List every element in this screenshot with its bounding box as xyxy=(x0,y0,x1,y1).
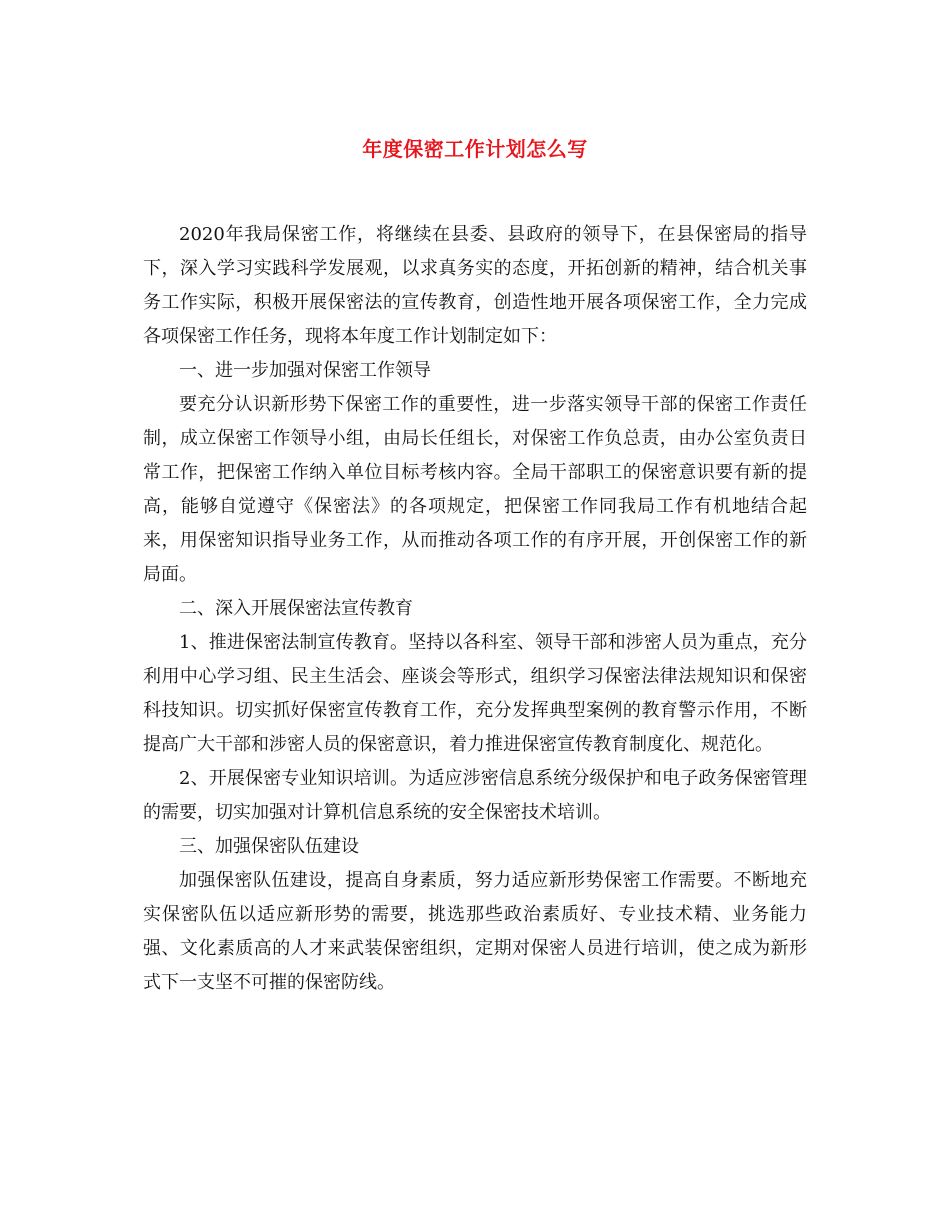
section-heading-3: 三、加强保密队伍建设 xyxy=(179,836,359,857)
paragraph-section-2-item-1: 1、推进保密法制宣传教育。坚持以各科室、领导干部和涉密人员为重点，充分利用中心学习组、民主生活会、座谈会等形式，组织学习保密法律法规知识和保密科技知识。切实抓好保密宣传教育工作，充分发挥典型案例的教育警示作用，不断提高广大干部和涉密人员的保密意识，着力推进保密宣传教育制度化、规范化。 xyxy=(143,632,807,755)
section-heading-1: 一、进一步加强对保密工作领导 xyxy=(179,360,431,381)
paragraph-intro: 2020年我局保密工作，将继续在县委、县政府的领导下，在县保密局的指导下，深入学习实践科学发展观，以求真务实的态度，开拓创新的精神，结合机关事务工作实际，积极开展保密法的宣传教育，创造性地开展各项保密工作，全力完成各项保密工作任务，现将本年度工作计划制定如下： xyxy=(143,224,807,347)
paragraph-section-1: 要充分认识新形势下保密工作的重要性，进一步落实领导干部的保密工作责任制，成立保密工作领导小组，由局长任组长，对保密工作负总责，由办公室负责日常工作，把保密工作纳入单位目标考核内容。全局干部职工的保密意识要有新的提高，能够自觉遵守《保密法》的各项规定，把保密工作同我局工作有机地结合起来，用保密知识指导业务工作，从而推动各项工作的有序开展，开创保密工作的新局面。 xyxy=(143,394,807,585)
section-heading-2: 二、深入开展保密法宣传教育 xyxy=(179,598,413,619)
document-title: 年度保密工作计划怎么写 xyxy=(362,137,588,161)
paragraph-section-2-item-2: 2、开展保密专业知识培训。为适应涉密信息系统分级保护和电子政务保密管理的需要，切实加强对计算机信息系统的安全保密技术培训。 xyxy=(143,768,807,823)
document-body xyxy=(143,218,807,1000)
paragraph-section-3: 加强保密队伍建设，提高自身素质，努力适应新形势保密工作需要。不断地充实保密队伍以适应新形势的需要，挑选那些政治素质好、专业技术精、业务能力强、文化素质高的人才来武装保密组织，定期对保密人员进行培训，使之成为新形式下一支坚不可摧的保密防线。 xyxy=(143,870,807,993)
